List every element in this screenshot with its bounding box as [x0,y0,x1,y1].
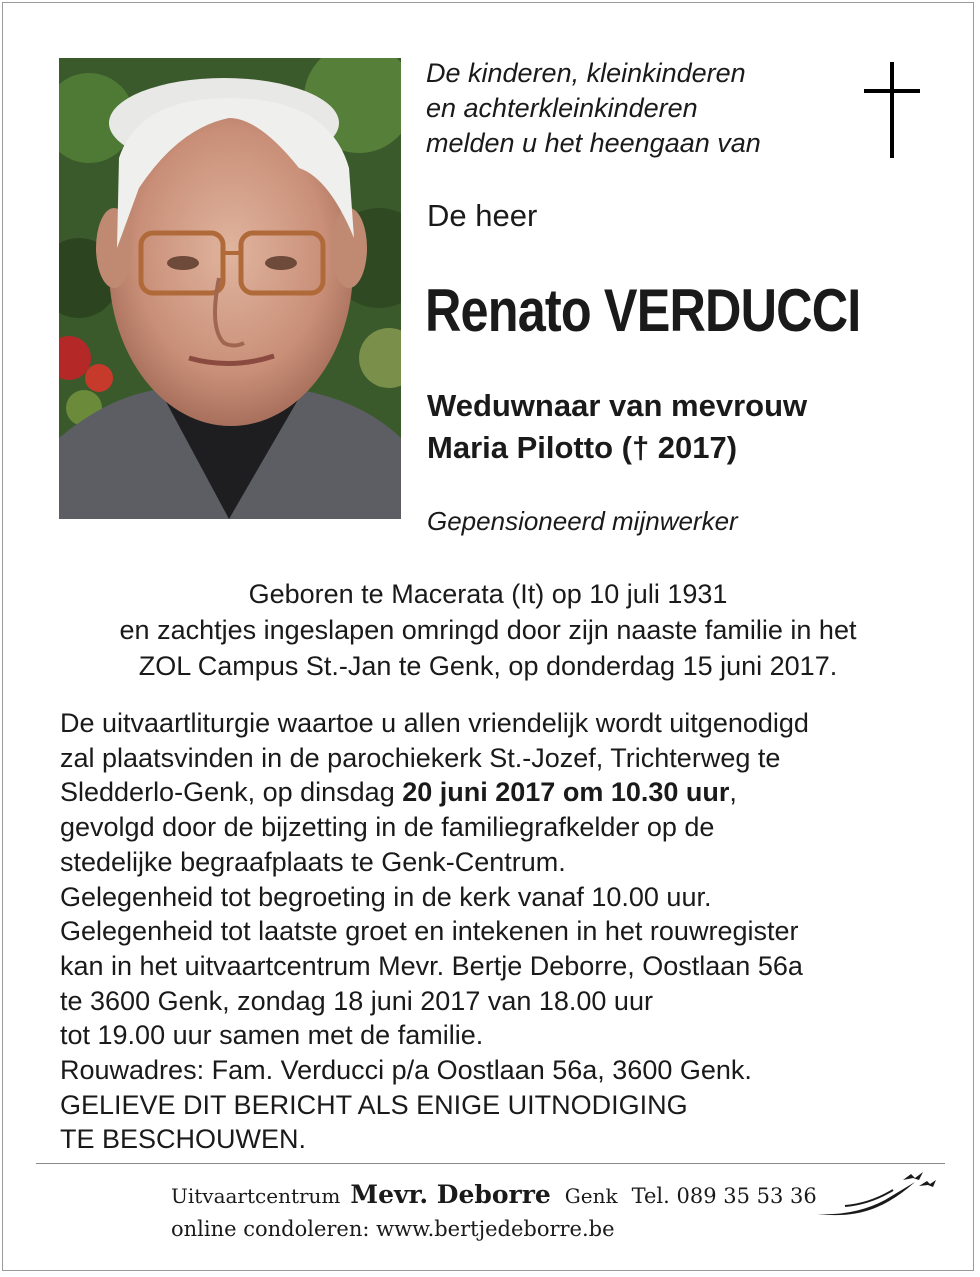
birth-line: ZOL Campus St.-Jan te Genk, op donderdag 15 juni 2017. [138,651,838,681]
footer-divider [36,1163,945,1164]
latin-cross-icon [864,62,920,158]
service-line: De uitvaartliturgie waartoe u allen vriendelijk wordt uitgenodigd [60,708,809,738]
birth-line: Geboren te Macerata (It) op 10 juli 1931 [248,579,728,609]
service-line [60,775,940,810]
service-line: GELIEVE DIT BERICHT ALS ENIGE UITNODIGING [60,1089,688,1120]
service-text: Sledderlo-Genk, op dinsdag [60,777,403,808]
intro-line: melden u het heengaan van [426,128,761,158]
honorific-title: De heer [427,198,538,233]
service-line: TE BESCHOUWEN. [60,1124,307,1155]
intro-announcement [426,56,846,161]
service-line: stedelijke begraafplaats te Genk-Centrum. [60,846,566,877]
deceased-name: Renato VERDUCCI [425,277,861,344]
footer-brand: Mevr. Deborre [350,1180,551,1209]
service-line: kan in het uitvaartcentrum Mevr. Bertje Deborre, Oostlaan 56a [60,950,803,981]
service-text: , [729,777,737,808]
intro-line: De kinderen, kleinkinderen [426,58,746,88]
widower-line: Weduwnaar van mevrouw [427,388,808,423]
intro-line: en achterkleinkinderen [426,93,698,123]
widower-line: Maria Pilotto († 2017) [427,430,738,465]
occupation: Gepensioneerd mijnwerker [427,506,738,536]
service-line: Gelegenheid tot begroeting in de kerk vanaf 10.00 uur. [60,881,712,912]
birth-death-info [0,576,976,684]
footer-label: Uitvaartcentrum [171,1184,341,1208]
service-datetime: 20 juni 2017 om 10.30 uur [402,777,730,808]
service-line: Gelegenheid tot laatste groet en intekenen in het rouwregister [60,916,799,947]
birth-line: en zachtjes ingeslapen omringd door zijn naaste familie in het [119,615,857,645]
service-line: gevolgd door de bijzetting in de familiegrafkelder op de [60,812,715,843]
service-line: tot 19.00 uur samen met de familie. [60,1020,484,1051]
footer-website[interactable]: online condoleren: www.bertjedeborre.be [171,1217,615,1241]
footer-phone: Tel. 089 35 53 36 [631,1184,817,1208]
footer-city: Genk [564,1184,618,1208]
service-details [60,706,940,1157]
service-line: zal plaatsvinden in de parochiekerk St.-Jozef, Trichterweg te [60,742,781,773]
funeral-home-footer [171,1180,817,1241]
service-line: Rouwadres: Fam. Verducci p/a Oostlaan 56a, 3600 Genk. [60,1055,752,1086]
bird-wave-logo-icon [815,1170,937,1220]
service-line: te 3600 Genk, zondag 18 juni 2017 van 18.00 uur [60,985,653,1016]
portrait-photo [59,58,401,519]
widower-info [427,385,807,469]
